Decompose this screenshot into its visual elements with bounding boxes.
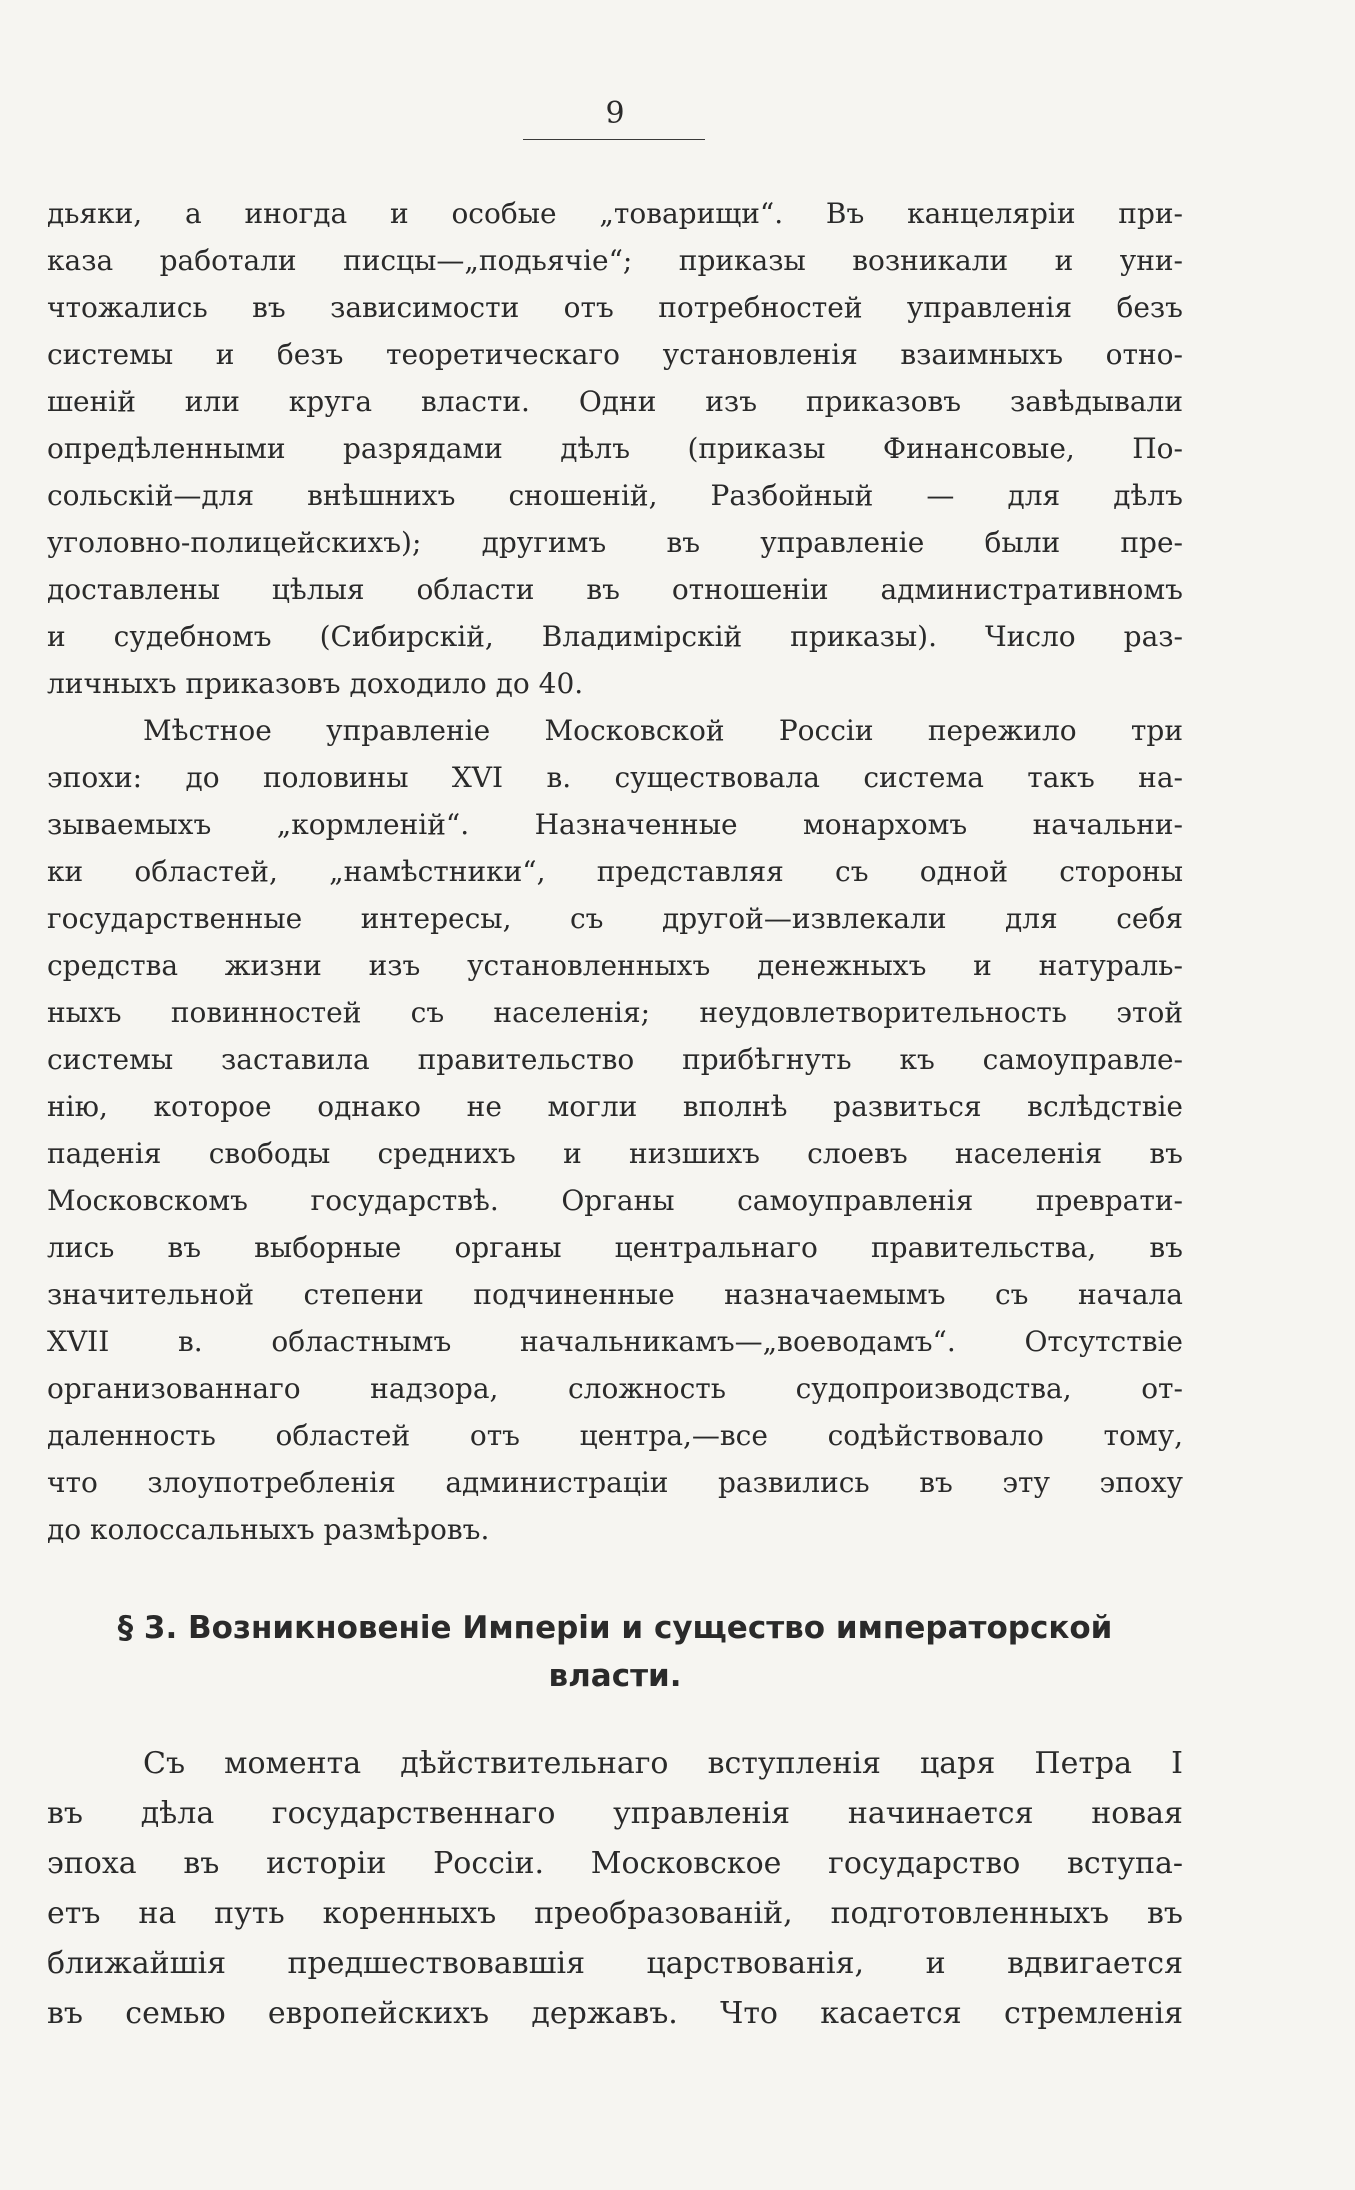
header-rule bbox=[523, 139, 705, 140]
section-heading-line: § 3. Возникновеніе Имперіи и существо императорской bbox=[117, 1610, 1113, 1646]
text-line: уголовно-полицейскихъ); другимъ въ управленіе были пре- bbox=[47, 526, 1183, 559]
text-line: эпоха въ исторіи Россіи. Московское государство вступа- bbox=[47, 1846, 1183, 1881]
text-line: и судебномъ (Сибирскій, Владимірскій приказы). Число раз- bbox=[47, 620, 1183, 653]
text-line: эпохи: до половины XVI в. существовала система такъ на- bbox=[47, 761, 1183, 794]
text-line: ныхъ повинностей съ населенія; неудовлетворительность этой bbox=[47, 996, 1183, 1029]
text-line: зываемыхъ „кормленій“. Назначенные монархомъ начальни- bbox=[47, 808, 1183, 841]
text-line: Мѣстное управленіе Московской Россіи пережило три bbox=[143, 714, 1183, 747]
text-line: даленность областей отъ центра,—все содѣйствовало тому, bbox=[47, 1419, 1183, 1452]
text-line: шеній или круга власти. Одни изъ приказовъ завѣдывали bbox=[47, 385, 1183, 418]
text-line: паденія свободы среднихъ и низшихъ слоевъ населенія въ bbox=[47, 1137, 1183, 1170]
text-line: доставлены цѣлыя области въ отношеніи административномъ bbox=[47, 573, 1183, 606]
text-line: системы заставила правительство прибѣгнуть къ самоуправле- bbox=[47, 1043, 1183, 1076]
text-line: XVII в. областнымъ начальникамъ—„воеводамъ“. Отсутствіе bbox=[47, 1325, 1183, 1358]
paragraph-petr bbox=[47, 1739, 1183, 2039]
text-line: въ дѣла государственнаго управленія начинается новая bbox=[47, 1796, 1183, 1831]
text-line: системы и безъ теоретическаго установленія взаимныхъ отно- bbox=[47, 338, 1183, 371]
text-line: ближайшія предшествовавшія царствованія, и вдвигается bbox=[47, 1946, 1183, 1981]
paragraph-prikazy bbox=[47, 190, 1183, 1553]
text-line: ки областей, „намѣстники“, представляя съ одной стороны bbox=[47, 855, 1183, 888]
text-line: каза работали писцы—„подьячіе“; приказы возникали и уни- bbox=[47, 244, 1183, 277]
text-line: чтожались въ зависимости отъ потребностей управленія безъ bbox=[47, 291, 1183, 324]
text-line: до колоссальныхъ размѣровъ. bbox=[47, 1513, 490, 1546]
text-line: Съ момента дѣйствительнаго вступленія царя Петра I bbox=[143, 1746, 1183, 1781]
section-heading bbox=[60, 1604, 1170, 1700]
text-line: нію, которое однако не могли вполнѣ развиться вслѣдствіе bbox=[47, 1090, 1183, 1123]
text-line: етъ на путь коренныхъ преобразованій, подготовленныхъ въ bbox=[47, 1896, 1183, 1931]
text-line: средства жизни изъ установленныхъ денежныхъ и натураль- bbox=[47, 949, 1183, 982]
section-heading-line: власти. bbox=[548, 1658, 682, 1694]
text-line: опредѣленными разрядами дѣлъ (приказы Финансовые, По- bbox=[47, 432, 1183, 465]
text-line: дьяки, а иногда и особые „товарищи“. Въ канцеляріи при- bbox=[47, 197, 1183, 230]
text-line: сольскій—для внѣшнихъ сношеній, Разбойный — для дѣлъ bbox=[47, 479, 1183, 512]
text-line: лись въ выборные органы центральнаго правительства, въ bbox=[47, 1231, 1183, 1264]
text-line: значительной степени подчиненные назначаемымъ съ начала bbox=[47, 1278, 1183, 1311]
text-line: въ семью европейскихъ державъ. Что касается стремленія bbox=[47, 1996, 1183, 2031]
text-line: государственные интересы, съ другой—извлекали для себя bbox=[47, 902, 1183, 935]
text-line: Московскомъ государствѣ. Органы самоуправленія преврати- bbox=[47, 1184, 1183, 1217]
text-line: личныхъ приказовъ доходило до 40. bbox=[47, 667, 584, 700]
text-line: организованнаго надзора, сложность судопроизводства, от- bbox=[47, 1372, 1183, 1405]
text-line: что злоупотребленія администраціи развились въ эту эпоху bbox=[47, 1466, 1183, 1499]
page-number: 9 bbox=[605, 96, 625, 131]
